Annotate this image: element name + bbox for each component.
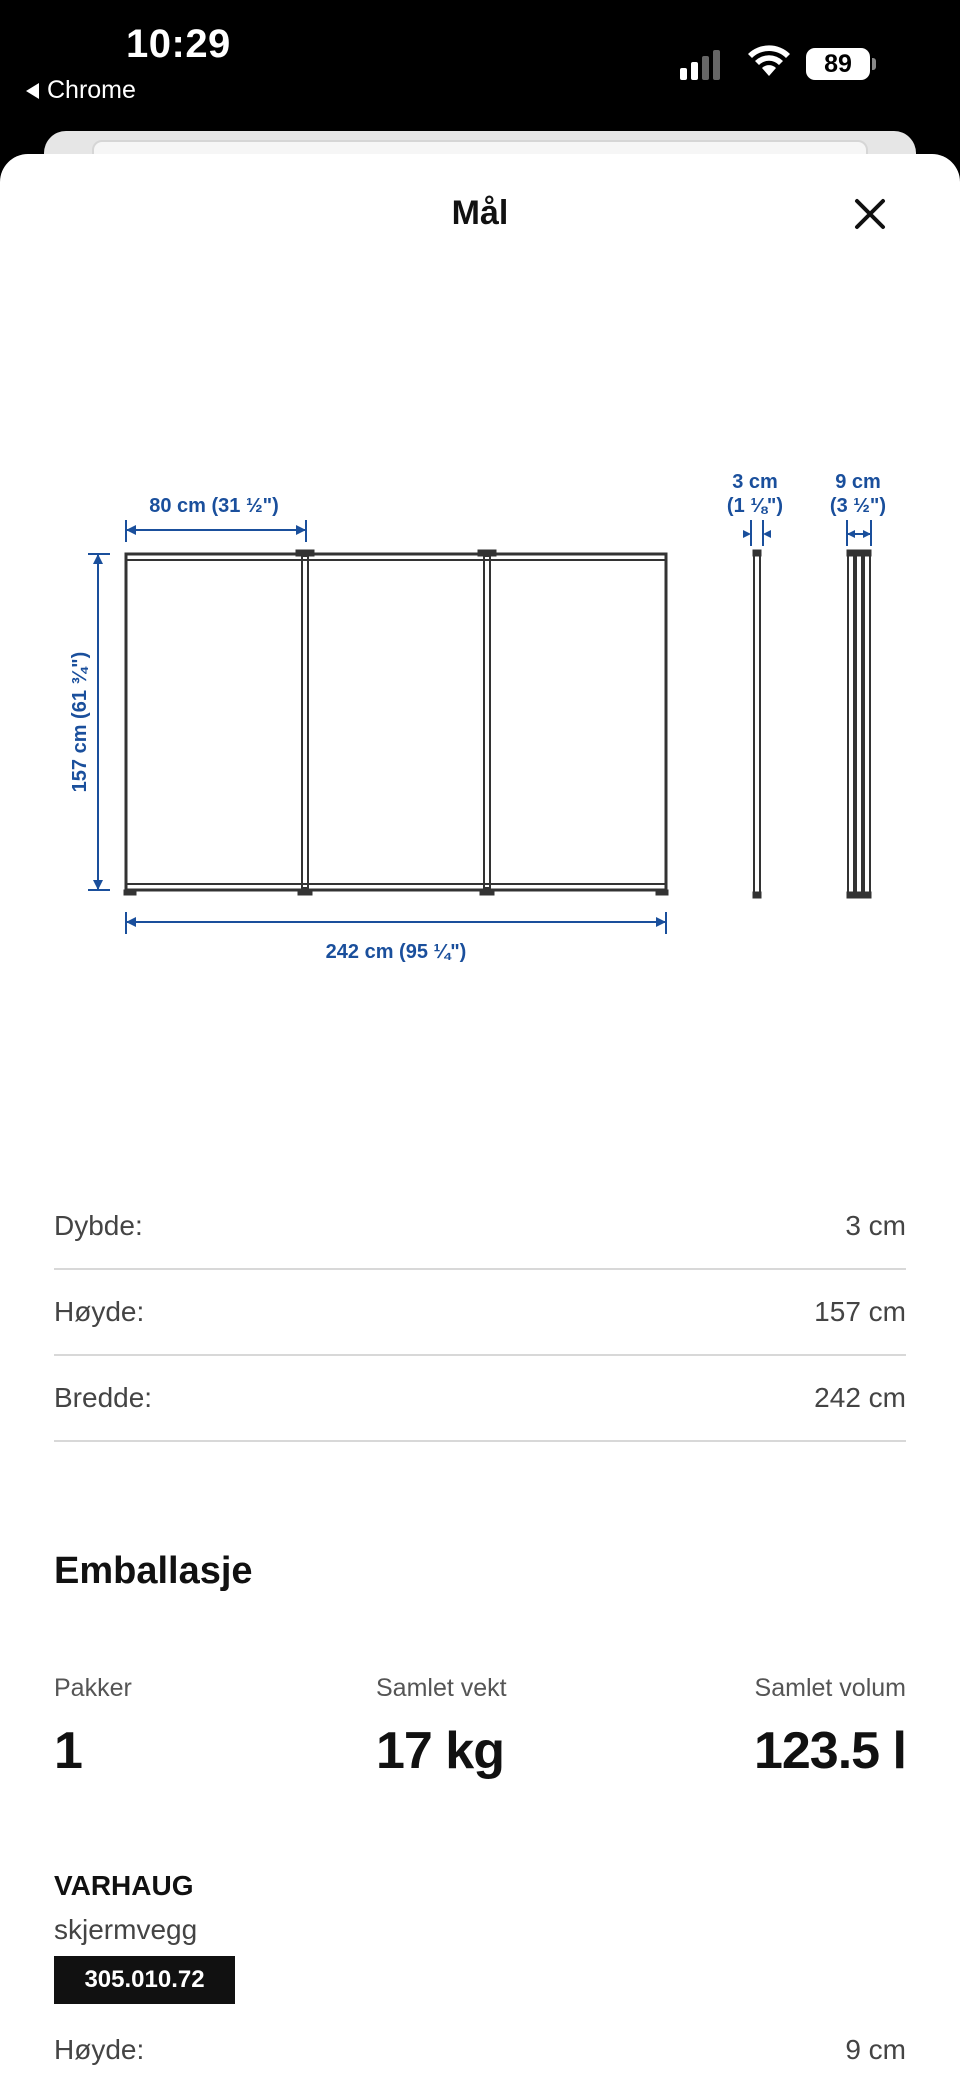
height-label: 157 cm (61 ¾") xyxy=(69,651,91,793)
weight-value: 17 kg xyxy=(376,1722,504,1780)
battery-nub xyxy=(872,58,876,70)
package-height-label: Høyde: xyxy=(54,2034,145,2065)
volume-label: Samlet volum xyxy=(754,1674,906,1702)
spec-label: Dybde: xyxy=(54,1210,143,1241)
depth-folded-label-inch: (3 ½") xyxy=(829,495,887,517)
back-app-label: Chrome xyxy=(47,76,136,104)
screen-side-view-single xyxy=(753,550,761,898)
package-height-row xyxy=(54,2034,906,2066)
depth-folded-label: 9 cm xyxy=(835,471,881,493)
product-name: VARHAUG xyxy=(54,1870,194,1901)
depth-single-label-inch: (1 ⅛") xyxy=(726,495,784,517)
spec-label: Høyde: xyxy=(54,1296,145,1327)
clock: 10:29 xyxy=(126,22,231,66)
volume-value: 123.5 l xyxy=(753,1722,906,1780)
cellular-signal-icon xyxy=(680,48,720,80)
battery-icon: 89 xyxy=(806,48,870,80)
spec-value: 3 cm xyxy=(845,1210,906,1241)
weight-label: Samlet vekt xyxy=(376,1674,507,1702)
spec-row-width xyxy=(54,1356,906,1442)
total-volume xyxy=(754,1674,906,1781)
article-number-badge: 305.010.72 xyxy=(54,1956,235,2004)
packages-label: Pakker xyxy=(54,1674,132,1702)
panel-width-label: 80 cm (31 ½") xyxy=(149,495,279,517)
total-width-label: 242 cm (95 ¼") xyxy=(325,941,467,963)
spec-value: 157 cm xyxy=(814,1296,906,1327)
screen-side-view-folded xyxy=(847,550,871,898)
total-weight xyxy=(376,1674,507,1781)
package-height-value: 9 cm xyxy=(845,2034,906,2065)
dimension-diagram xyxy=(0,471,960,1174)
screen-front-view xyxy=(124,550,668,895)
close-icon[interactable] xyxy=(848,192,892,236)
back-to-app-button[interactable] xyxy=(26,76,136,105)
back-arrow-icon xyxy=(26,83,39,99)
spec-row-height xyxy=(54,1270,906,1356)
packaging-title: Emballasje xyxy=(54,1550,253,1592)
dimensions-sheet xyxy=(0,154,960,2081)
spec-row-depth xyxy=(54,1184,906,1270)
packages-value: 1 xyxy=(54,1722,82,1780)
spec-label: Bredde: xyxy=(54,1382,153,1413)
dimension-specs xyxy=(54,1184,906,1442)
status-bar xyxy=(0,0,960,150)
packages-count xyxy=(54,1674,132,1781)
wifi-icon xyxy=(746,44,792,78)
spec-value: 242 cm xyxy=(814,1382,906,1413)
product-description: skjermvegg xyxy=(54,1914,198,1945)
sheet-title: Mål xyxy=(451,194,509,232)
depth-single-label: 3 cm xyxy=(732,471,778,493)
